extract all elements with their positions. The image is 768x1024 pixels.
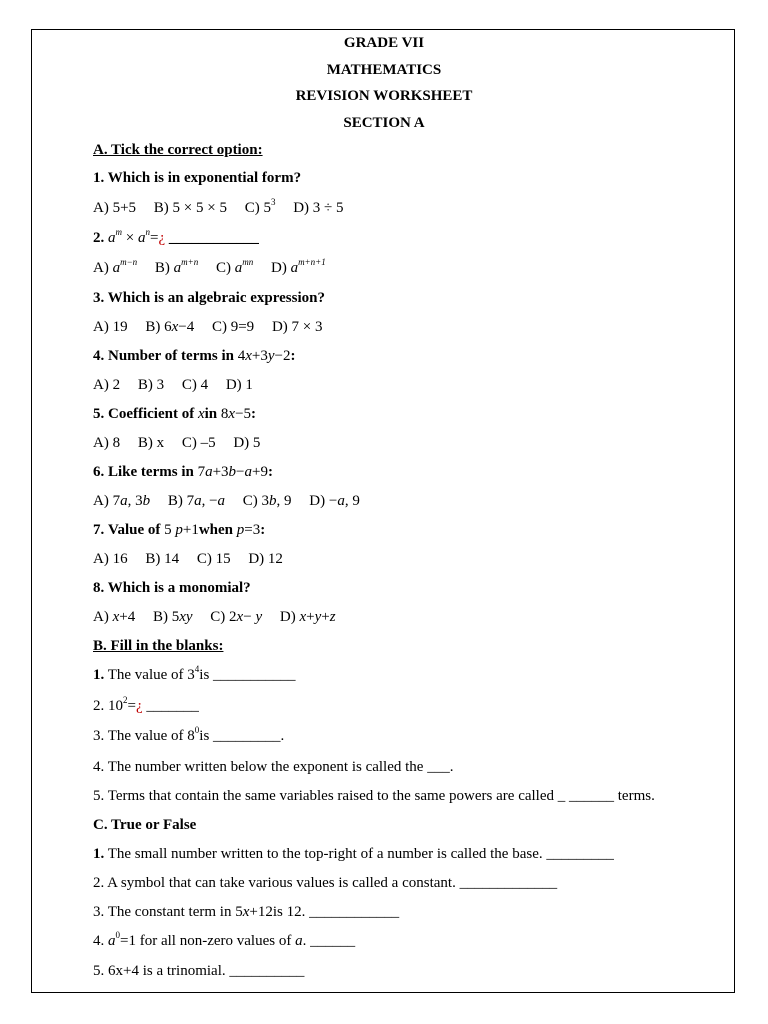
option-a[interactable]: A) 5+5 [93, 200, 137, 216]
option-b[interactable]: B) 6x−4 [145, 319, 195, 335]
true-false-1: 1. The small number written to the top-right of a number is called the base. _________ [93, 846, 614, 862]
option-a[interactable]: A) 16 [93, 551, 128, 567]
option-a[interactable]: A) 2 [93, 377, 121, 393]
worksheet-title: REVISION WORKSHEET [295, 88, 473, 104]
section-c-heading: C. True or False [93, 817, 197, 833]
subject-title: MATHEMATICS [326, 62, 442, 78]
options-a8 [93, 609, 336, 626]
question-a2: 2. $a^m$ × $a^n=¿$ ____________ [93, 227, 259, 246]
true-false-5: 5. 6x+4 is a trinomial. __________ [93, 963, 305, 979]
fill-blank-2: 2. $10^2=¿$ _______ [93, 695, 199, 714]
true-false-3: 3. The constant term in 5x+12is 12. ____________ [93, 904, 400, 920]
option-d[interactable]: D) 3 ÷ 5 [293, 200, 344, 216]
option-d[interactable]: D) 7 × 3 [271, 319, 323, 335]
option-c[interactable]: C) 4 [181, 377, 209, 393]
option-a[interactable]: A) 8 [93, 435, 121, 451]
options-a7 [93, 551, 283, 568]
option-c[interactable]: C) 2x− y [210, 609, 263, 625]
section-b-heading: B. Fill in the blanks: [93, 638, 224, 654]
answer-blank[interactable]: is ___________ [199, 667, 296, 683]
option-a[interactable]: A) 19 [93, 319, 128, 335]
option-b[interactable]: B) 5xy [152, 609, 193, 625]
option-c[interactable]: C) –5 [181, 435, 216, 451]
option-a[interactable]: A) 7a, 3b [93, 493, 151, 509]
option-d[interactable]: D) $a^{m+n+1}$ [270, 257, 326, 276]
section-title: SECTION A [343, 115, 425, 131]
option-c[interactable]: C) 15 [196, 551, 231, 567]
options-a3 [93, 319, 322, 336]
fill-blank-3: 3. The value of $8^0is$ _________. [93, 725, 285, 744]
answer-blank[interactable]: _______ [146, 698, 199, 714]
answer-blank[interactable]: is _________. [199, 728, 285, 744]
options-a6 [93, 493, 360, 510]
option-d[interactable]: D) 1 [225, 377, 253, 393]
option-a[interactable]: A) x+4 [93, 609, 136, 625]
options-a1 [93, 197, 344, 217]
option-b[interactable]: B) 7a, −a [167, 493, 226, 509]
question-a8: 8. Which is a monomial? [93, 580, 251, 596]
option-d[interactable]: D) 5 [233, 435, 261, 451]
true-false-2: 2. A symbol that can take various values is called a constant. _____________ [93, 875, 558, 891]
question-a1: 1. Which is in exponential form? [93, 170, 302, 186]
option-b[interactable]: B) 3 [137, 377, 165, 393]
option-d[interactable]: D) x+y+z [279, 609, 336, 625]
options-a5 [93, 435, 260, 452]
options-a2 [93, 257, 326, 277]
question-a7: 7. Value of 5 p+1when p=3: [93, 522, 266, 538]
options-a4 [93, 377, 253, 394]
option-a[interactable]: A) $a^{m-n}$ [93, 257, 138, 276]
fill-blank-4: 4. The number written below the exponent is called the ___. [93, 759, 454, 775]
option-c[interactable]: C) 9=9 [211, 319, 255, 335]
question-a3: 3. Which is an algebraic expression? [93, 290, 325, 306]
option-c[interactable]: C) 3b, 9 [242, 493, 292, 509]
option-d[interactable]: D) 12 [248, 551, 283, 567]
answer-blank[interactable]: ____________ [168, 230, 259, 246]
fill-blank-5: 5. Terms that contain the same variables raised to the same powers are called _ ______ terms. [93, 788, 655, 804]
option-c[interactable]: C) $5^3$ [244, 197, 276, 216]
question-a5: 5. Coefficient of xin 8x−5: [93, 406, 257, 422]
option-b[interactable]: B) 5 × 5 × 5 [153, 200, 227, 216]
grade-title: GRADE VII [343, 35, 425, 51]
section-a-heading: A. Tick the correct option: [93, 142, 263, 158]
question-a4: 4. Number of terms in 4x+3y−2: [93, 348, 296, 364]
option-c[interactable]: C) $a^{mn}$ [215, 257, 254, 276]
option-b[interactable]: B) 14 [145, 551, 180, 567]
true-false-4: 4. $a^0=1$ for all non-zero values of a. ______ [93, 930, 356, 949]
option-b[interactable]: B) x [137, 435, 165, 451]
option-d[interactable]: D) −a, 9 [309, 493, 360, 509]
question-a6: 6. Like terms in 7a+3b−a+9: [93, 464, 273, 480]
option-b[interactable]: B) $a^{m+n}$ [154, 257, 199, 276]
fill-blank-1: 1. The value of $3^4is$ ___________ [93, 664, 296, 683]
